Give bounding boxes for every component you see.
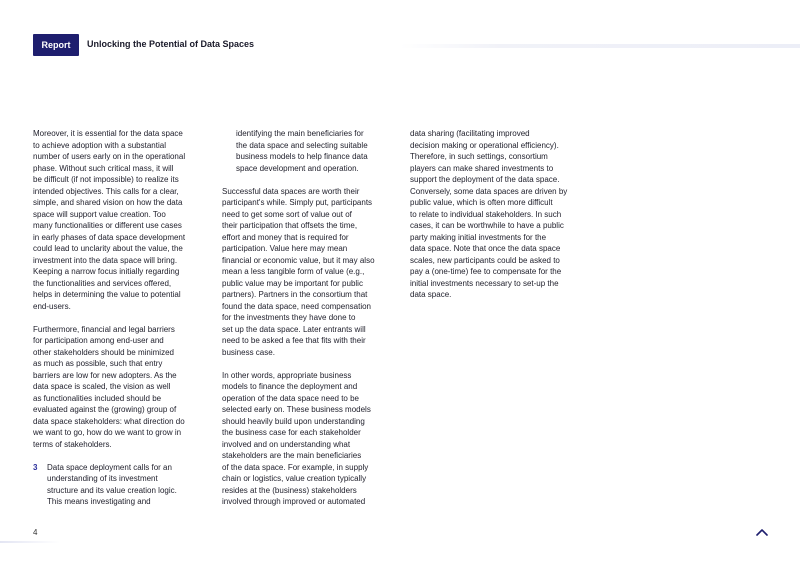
- text-line: for the investments they have done to: [222, 313, 356, 322]
- text-line: could lead to unclarity about the value, the: [33, 244, 183, 253]
- text-column-1: [33, 128, 201, 508]
- text-line: the functionalities and services offered,: [33, 278, 172, 288]
- text-line: intended objectives. This calls for a clear,: [33, 186, 179, 196]
- text-line: need to be asked a fee that fits with their: [222, 336, 366, 345]
- text-line: simple, and shared vision on how the data: [33, 198, 183, 207]
- text-line: effort and money that is required for: [222, 232, 349, 242]
- text-line: operation of the data space need to be: [222, 393, 359, 403]
- text-line: their participation that offsets the time,: [222, 221, 358, 230]
- text-line: Therefore, in such settings, consortium: [410, 152, 548, 161]
- text-line: Data space deployment calls for an: [47, 462, 172, 472]
- paragraph: [222, 370, 392, 508]
- text-line: of the data space. For example, in supply: [222, 462, 369, 472]
- text-line: structure and its value creation logic.: [47, 485, 177, 495]
- text-line: participation. Value here may mean: [222, 244, 348, 253]
- text-line: initial investments necessary to set-up the: [410, 278, 559, 288]
- paragraph: [33, 128, 201, 312]
- chevron-up-icon[interactable]: [755, 527, 769, 537]
- numbered-item: [33, 462, 201, 508]
- header-divider: [400, 44, 800, 48]
- text-line: the business case for each stakeholder: [222, 428, 361, 437]
- text-line: understanding of its investment: [47, 474, 158, 483]
- text-line: Moreover, it is essential for the data space: [33, 129, 183, 138]
- text-line: In other words, appropriate business: [222, 370, 352, 380]
- text-line: financial or economic value, but it may also: [222, 255, 375, 265]
- text-line: support the deployment of the data space.: [410, 175, 560, 184]
- text-line: decision making or operational efficiency).: [410, 140, 559, 150]
- document-title: Unlocking the Potential of Data Spaces: [87, 39, 255, 49]
- text-line: business case.: [222, 347, 275, 357]
- footer-divider: [0, 541, 60, 543]
- text-line: scales, new participants could be asked to: [410, 255, 560, 265]
- text-line: be difficult (if not impossible) to realize its: [33, 175, 179, 184]
- text-line: Keeping a narrow focus initially regarding: [33, 267, 180, 276]
- text-line: space development and operation.: [236, 163, 359, 173]
- text-line: should heavily build upon understanding: [222, 416, 365, 426]
- paragraph: [47, 462, 201, 508]
- text-line: chain or logistics, value creation typically: [222, 474, 367, 483]
- item-number: 3: [33, 462, 38, 472]
- text-line: Furthermore, financial and legal barriers: [33, 324, 175, 334]
- text-line: to achieve adoption with a substantial: [33, 140, 166, 150]
- text-line: pay a (one-time) fee to compensate for the: [410, 267, 562, 276]
- paragraph: [222, 186, 392, 359]
- text-line: as functionalities included should be: [33, 393, 162, 403]
- text-line: other stakeholders should be minimized: [33, 347, 174, 357]
- text-line: public value may be important for public: [222, 278, 363, 288]
- text-line: helps in determining the value to potential: [33, 290, 181, 299]
- text-line: in early phases of data space development: [33, 232, 186, 242]
- text-line: barriers are low for new adopters. As the: [33, 370, 177, 380]
- text-line: data space. Note that once the data space: [410, 244, 561, 253]
- text-line: mean a less tangible form of value (e.g.,: [222, 267, 365, 276]
- text-line: stakeholders are the main beneficiaries: [222, 451, 362, 460]
- text-line: to relate to individual stakeholders. In such: [410, 209, 562, 219]
- text-line: end-users.: [33, 301, 71, 311]
- paragraph: [33, 324, 201, 451]
- text-line: terms of stakeholders.: [33, 439, 112, 449]
- text-line: resides at the (business) stakeholders: [222, 485, 357, 495]
- text-line: we want to go, how do we want to grow in: [33, 428, 182, 437]
- text-line: as much as possible, such that entry: [33, 359, 163, 368]
- text-line: data sharing (facilitating improved: [410, 129, 530, 138]
- text-line: This means investigating and: [47, 497, 151, 506]
- text-line: business models to help finance data: [236, 152, 368, 161]
- text-line: number of users early on in the operational: [33, 152, 186, 161]
- text-line: players can make shared investments to: [410, 163, 554, 173]
- text-line: investment into the data space will bring.: [33, 255, 178, 265]
- text-line: selected early on. These business models: [222, 405, 371, 414]
- text-line: involved and on understanding what: [222, 439, 351, 449]
- text-line: data space.: [410, 290, 452, 299]
- text-line: models to finance the deployment and: [222, 382, 358, 391]
- text-line: many functionalities or different use cases: [33, 221, 182, 230]
- text-line: public value, which is often more difficult: [410, 198, 553, 207]
- paragraph: [222, 128, 392, 174]
- text-line: Conversely, some data spaces are driven by: [410, 186, 568, 196]
- report-badge: Report: [33, 34, 79, 56]
- text-column-2: [222, 128, 392, 508]
- text-line: participant's while. Simply put, participants: [222, 198, 373, 207]
- text-line: involved through improved or automated: [222, 497, 366, 506]
- text-line: for participation among end-user and: [33, 336, 164, 345]
- text-line: set up the data space. Later entrants will: [222, 324, 366, 334]
- text-line: found the data space, need compensation: [222, 301, 371, 311]
- text-line: cases, it can be worthwhile to have a public: [410, 221, 564, 230]
- text-column-3: [410, 128, 578, 301]
- page-header: [0, 0, 800, 90]
- text-line: the data space and selecting suitable: [236, 140, 368, 150]
- text-line: partners). Partners in the consortium that: [222, 290, 368, 299]
- text-line: data space is scaled, the vision as well: [33, 382, 171, 391]
- text-line: evaluated against the (growing) group of: [33, 405, 177, 414]
- text-line: party making initial investments for the: [410, 232, 547, 242]
- text-line: need to get some sort of value out of: [222, 209, 352, 219]
- page-number: 4: [33, 528, 38, 537]
- text-line: space will support value creation. Too: [33, 209, 166, 219]
- text-line: data space stakeholders: what direction do: [33, 416, 185, 426]
- text-line: identifying the main beneficiaries for: [236, 129, 364, 138]
- text-line: phase. Without such critical mass, it will: [33, 163, 174, 173]
- paragraph: [410, 128, 578, 301]
- text-line: Successful data spaces are worth their: [222, 186, 360, 196]
